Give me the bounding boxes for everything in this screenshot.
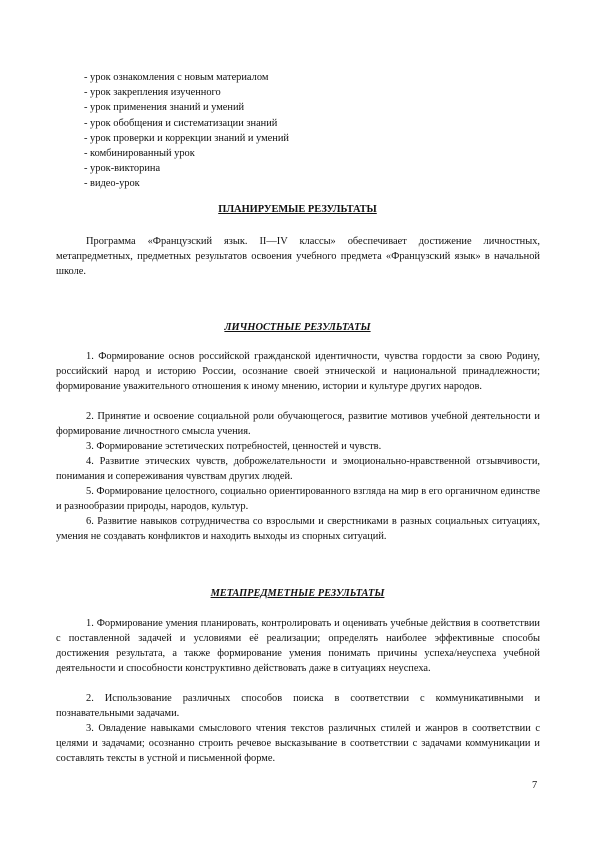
list-item: - урок обобщения и систематизации знаний — [84, 117, 278, 129]
list-item: - комбинированный урок — [84, 148, 195, 160]
planned-results-heading: ПЛАНИРУЕМЫЕ РЕЗУЛЬТАТЫ — [218, 204, 377, 215]
meta-result-2: 2. Использование различных способов поиска в соответствии с коммуникативными и познавательными задачами. — [56, 693, 540, 719]
personal-results-heading: ЛИЧНОСТНЫЕ РЕЗУЛЬТАТЫ — [224, 322, 371, 333]
list-item: - урок-викторина — [84, 163, 161, 175]
page-number: 7 — [532, 780, 538, 791]
meta-results-heading: МЕТАПРЕДМЕТНЫЕ РЕЗУЛЬТАТЫ — [210, 588, 385, 599]
meta-result-3: 3. Овладение навыками смыслового чтения текстов различных стилей и жанров в соответствии с целями и задачами; осознанно строить речевое высказывание в соответствии с задачами коммуникации и составлять тексты в устной и письменной форме. — [56, 723, 540, 764]
personal-result-4: 4. Развитие этических чувств, доброжелательности и эмоционально-нравственной отзывчивости, понимания и сопереживания чувствам других людей. — [56, 456, 540, 482]
lesson-types-list — [84, 70, 289, 192]
personal-result-1: 1. Формирование основ российской гражданской идентичности, чувства гордости за свою Родину, российский народ и историю России, осознание своей этнической и национальной принадлежности; формирование уважительного отношения к иному мнению, истории и культуре других народов. — [56, 351, 540, 392]
meta-result-1: 1. Формирование умения планировать, контролировать и оценивать учебные действия в соответствии с поставленной задачей и условиями её реализации; определять наиболее эффективные способы достижения результата, а также формирование умения понимать причины успеха/неуспеха учебной деятельности и способности конструктивно действовать даже в ситуациях неуспеха. — [56, 618, 540, 674]
list-item: - урок ознакомления с новым материалом — [84, 72, 269, 83]
personal-result-2: 2. Принятие и освоение социальной роли обучающегося, развитие мотивов учебной деятельности и формирование личностного смысла учения. — [56, 411, 540, 437]
personal-result-5: 5. Формирование целостного, социально ориентированного взгляда на мир в его органичном единстве и разнообразии природы, народов, культур. — [56, 486, 540, 512]
personal-result-3: 3. Формирование эстетических потребностей, ценностей и чувств. — [86, 441, 382, 452]
planned-results-paragraph: Программа «Французский язык. II—IV классы» обеспечивает достижение личностных, метапредметных, предметных результатов освоения учебного предмета «Французский язык» в начальной школе. — [56, 236, 540, 277]
list-item: - урок закрепления изученного — [84, 87, 221, 99]
personal-result-6: 6. Развитие навыков сотрудничества со взрослыми и сверстниками в разных социальных ситуациях, умения не создавать конфликтов и находить выходы из спорных ситуаций. — [56, 516, 540, 542]
list-item: - видео-урок — [84, 178, 140, 190]
list-item: - урок применения знаний и умений — [84, 102, 245, 114]
list-item: - урок проверки и коррекции знаний и умений — [84, 132, 289, 144]
